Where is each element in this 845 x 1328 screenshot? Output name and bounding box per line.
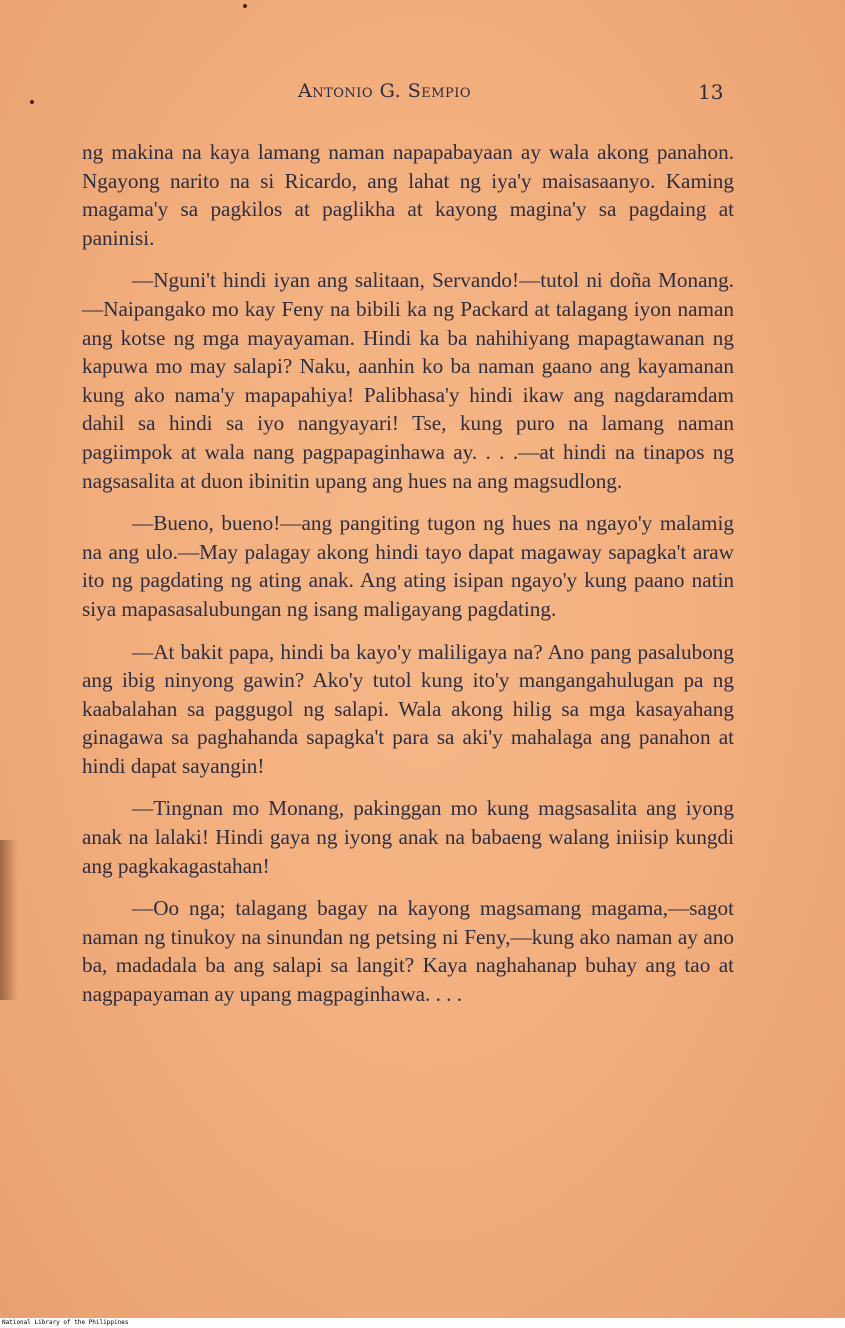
page-header bbox=[0, 80, 845, 110]
page-number: 13 bbox=[698, 80, 724, 104]
paragraph: —Tingnan mo Monang, pakinggan mo kung magsasalita ang iyong anak na lalaki! Hindi gaya ng iyong anak na babaeng walang iniisip kungdi ang pagkakagastahan! bbox=[82, 796, 734, 878]
running-head: Antonio G. Sempio bbox=[298, 80, 472, 102]
library-credit: National Library of the Philippines bbox=[2, 1319, 129, 1326]
body-text bbox=[82, 138, 734, 1023]
ink-speck bbox=[243, 4, 247, 8]
paragraph: —At bakit papa, hindi ba kayo'y maliligaya na? Ano pang pasalubong ang ibig ninyong gawin? Ako'y tutol kung ito'y mangangahulugan pa ng kaabalahan sa paggugol ng salapi. Wala akong hilig sa mga kasayahang ginagawa sa paghahanda sapagka't para sa aki'y mahalaga ang panahon at hindi dapat sayangin! bbox=[82, 639, 734, 778]
paragraph: —Oo nga; talagang bagay na kayong magsamang magama,—sagot naman ng tinukoy na sinundan ng petsing ni Feny,—kung ako naman ay ano ba, madadala ba ang salapi sa langit? Kaya naghahanap buhay ang tao at nagpapayaman ay upang magpaginhawa. . . . bbox=[82, 896, 734, 1007]
paragraph: ng makina na kaya lamang naman napapabayaan ay wala akong panahon. Ngayong narito na si Ricardo, ang lahat ng iya'y maisasaanyo. Kaming magama'y sa pagkilos at paglikha at kayong magina'y sa pagdaing at paninisi. bbox=[82, 140, 734, 250]
page-stain bbox=[0, 840, 18, 1000]
paragraph: —Nguni't hindi iyan ang salitaan, Servando!—tutol ni doña Monang.—Naipangako mo kay Feny na bibili ka ng Packard at talagang iyon naman ang kotse ng mga mayayaman. Hindi ka ba nahihiyang mapagtawanan ng kapuwa mo may salapi? Naku, aanhin ko ba naman gaano ang kayamanan kung ako nama'y mapapahiya! Palibhasa'y hindi ikaw ang nagdaramdam dahil sa hindi sa iyo nangyayari! Tse, kung puro na lamang naman pagiimpok at wala nang pagpapaginhawa ay. . . .—at hindi na tinapos ng nagsasalita at duon ibinitin upang ang hues na ang magsudlong. bbox=[82, 268, 734, 493]
paragraph: —Bueno, bueno!—ang pangiting tugon ng hues na ngayo'y malamig na ang ulo.—May palagay akong hindi tayo dapat magaway sapagka't araw ito ng pagdating ng ating anak. Ang ating isipan ngayo'y kung paano natin siya mapasasalubungan ng isang maligayang pagdating. bbox=[82, 511, 734, 621]
